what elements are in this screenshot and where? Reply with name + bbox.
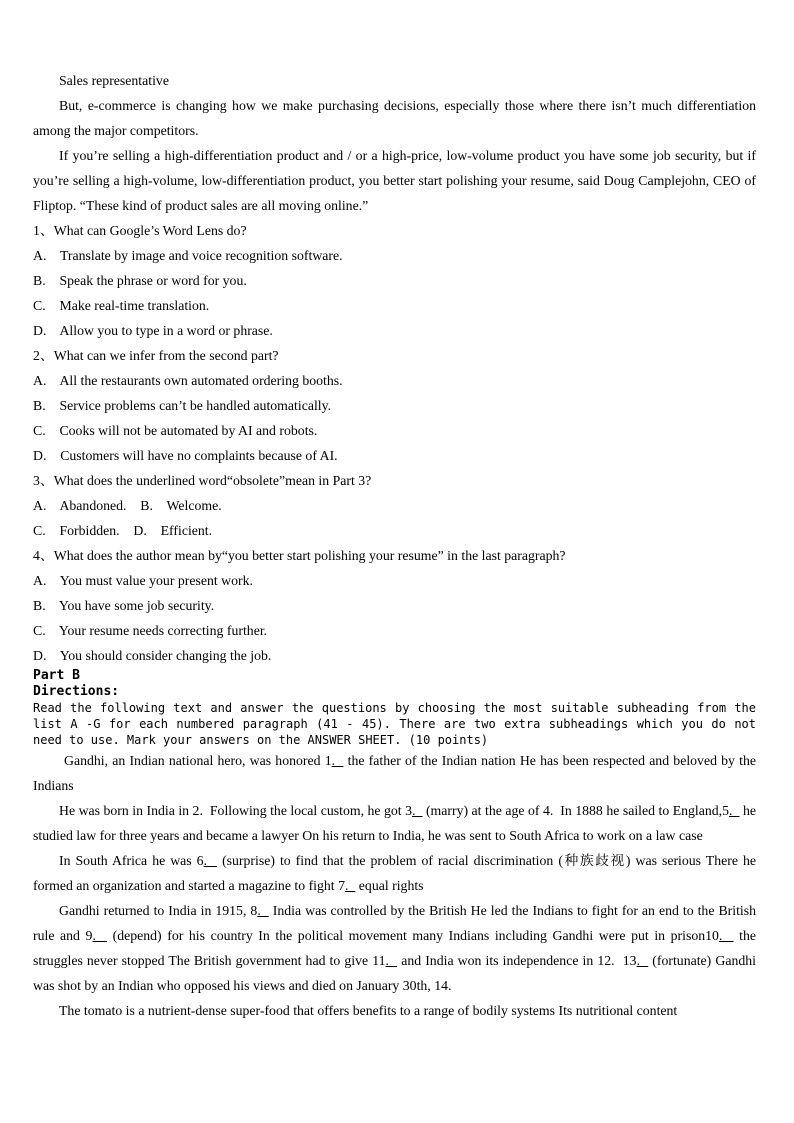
question-4 (33, 543, 756, 668)
option-line: A. Translate by image and voice recognition software. (33, 248, 343, 263)
cloze-blank: . (344, 878, 356, 893)
question-stem: 1、What can Google’s Word Lens do? (33, 223, 247, 238)
cloze-blank: . (729, 803, 740, 818)
passage-paragraph: But, e-commerce is changing how we make purchasing decisions, especially those where there isn’t much differentiation among the major competitors. (33, 98, 756, 138)
cloze-paragraph: In South Africa he was 6. (surprise) to find that the problem of racial discrimination (种族歧视) was serious There he formed an organization and started a magazine to fight 7. equal rights (33, 853, 756, 893)
cloze-blank: . (636, 953, 649, 968)
cloze-blank: . (331, 753, 344, 768)
question-1 (33, 218, 756, 343)
option-line: D. Customers will have no complaints because of AI. (33, 448, 338, 463)
question-2 (33, 343, 756, 468)
question-stem: 2、What can we infer from the second part? (33, 348, 279, 363)
option-line: C. Make real-time translation. (33, 298, 210, 313)
cloze-blank: . (92, 928, 108, 943)
directions-text: Read the following text and answer the questions by choosing the most suitable subheading from the list A -G for each numbered paragraph (41 - 45). There are two extra subheadings which you do not need to use. Mark your answers on the ANSWER SHEET. (10 points) (33, 701, 756, 747)
questions-section (33, 218, 756, 668)
passage-a-section (33, 68, 756, 218)
option-line: C. Your resume needs correcting further. (33, 623, 268, 638)
option-line: A. You must value your present work. (33, 573, 253, 588)
part-b-section (33, 668, 756, 748)
option-line: A. All the restaurants own automated ordering booths. (33, 373, 343, 388)
option-line: C. Forbidden. D. Efficient. (33, 523, 213, 538)
question-3 (33, 468, 756, 543)
passage-paragraph: If you’re selling a high-differentiation product and / or a high-price, low-volume product you have some job security, but if you’re selling a high-volume, low-differentiation product, you better start polishing your resume, said Doug Camplejohn, CEO of Fliptop. “These kind of product sales are all moving online.” (33, 148, 756, 213)
cloze-paragraph: He was born in India in 2. Following the local custom, he got 3. (marry) at the age of 4. In 1888 he sailed to England,5. he studied law for three years and became a lawyer On his return to India, he was sent to South Africa to work on a law case (33, 803, 756, 843)
option-line: B. You have some job security. (33, 598, 215, 613)
cloze-blank: . (385, 953, 398, 968)
option-line: D. Allow you to type in a word or phrase. (33, 323, 273, 338)
next-passage-section (33, 998, 756, 1023)
option-line: B. Service problems can’t be handled automatically. (33, 398, 332, 413)
cloze-blank: . (257, 903, 269, 918)
question-stem: 4、What does the author mean by“you better start polishing your resume” in the last paragraph? (33, 548, 566, 563)
question-stem: 3、What does the underlined word“obsolete”mean in Part 3? (33, 473, 372, 488)
passage-paragraph: Sales representative (59, 73, 169, 88)
cloze-passage-section (33, 748, 756, 998)
cloze-blank: . (412, 803, 423, 818)
option-line: B. Speak the phrase or word for you. (33, 273, 247, 288)
cloze-blank: . (203, 853, 218, 868)
part-b-heading: Part B (33, 668, 80, 683)
option-line: A. Abandoned. B. Welcome. (33, 498, 222, 513)
tomato-passage-paragraph: The tomato is a nutrient-dense super-food that offers benefits to a range of bodily systems Its nutritional content (59, 1003, 678, 1018)
cloze-paragraph: Gandhi returned to India in 1915, 8. India was controlled by the British He led the Indians to fight for an end to the British rule and 9. (depend) for his country In the political movement many Indians including Gandhi were put in prison10. the struggles never stopped The British government had to give 11. and India won its independence in 12. 13. (fortunate) Gandhi was shot by an Indian who opposed his views and died on January 30th, 14. (33, 903, 757, 993)
option-line: D. You should consider changing the job. (33, 648, 272, 663)
cloze-paragraph: Gandhi, an Indian national hero, was honored 1. the father of the Indian nation He has been respected and beloved by the Indians (33, 753, 756, 793)
cloze-blank: . (718, 928, 734, 943)
option-line: C. Cooks will not be automated by AI and robots. (33, 423, 318, 438)
directions-label: Directions: (33, 684, 120, 699)
